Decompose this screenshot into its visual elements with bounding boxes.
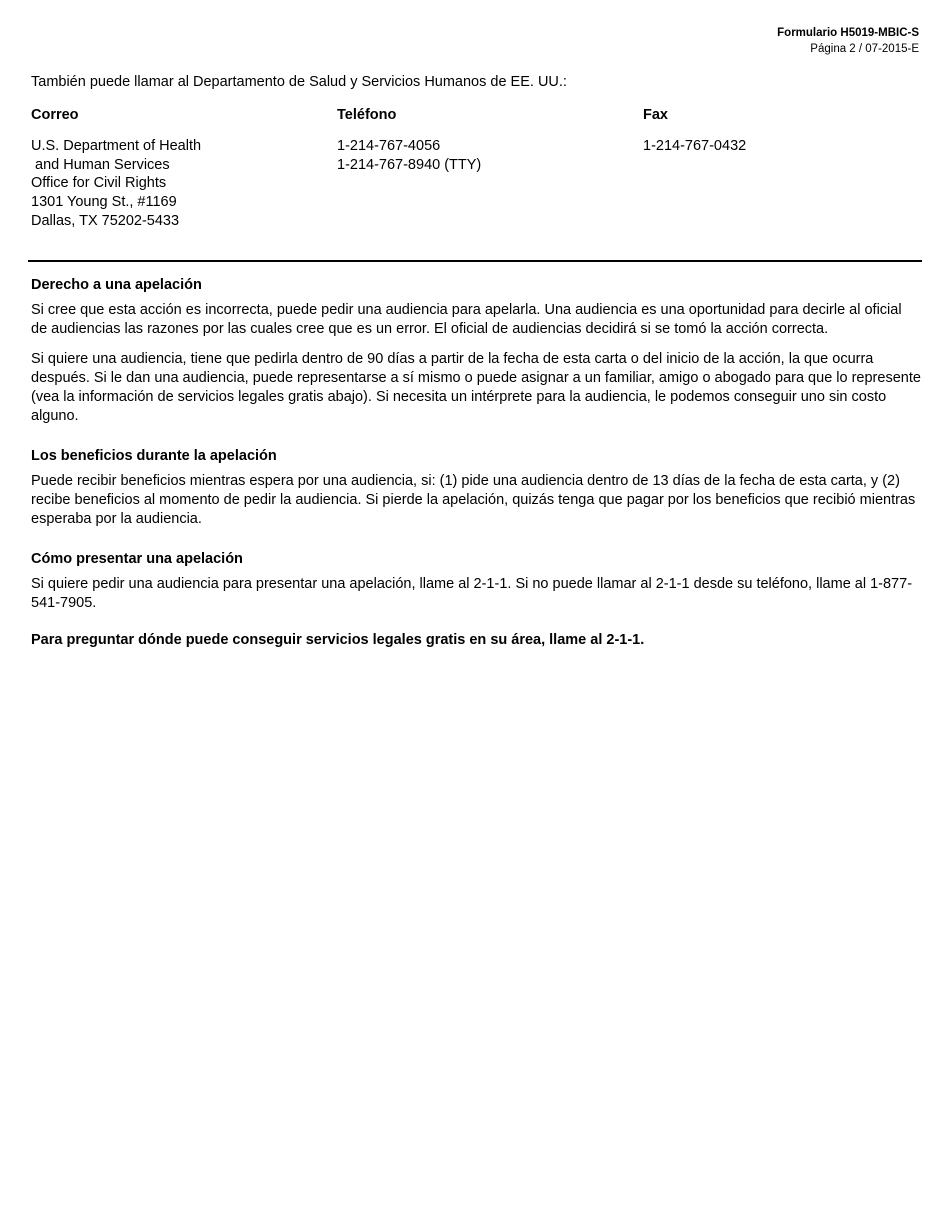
page-header (777, 25, 919, 57)
fax-number: 1-214-767-0432 (643, 138, 747, 154)
phone-number: 1-214-767-4056 (337, 138, 441, 154)
fax-column (643, 106, 913, 156)
mail-column (31, 106, 331, 231)
section-appeal-right (31, 276, 921, 425)
paragraph: Si quiere pedir una audiencia para presentar una apelación, llame al 2-1-1. Si no puede llamar al 2-1-1 desde su teléfono, llame al 1-877-541-7905. (31, 576, 913, 612)
paragraph: Puede recibir beneficios mientras espera por una audiencia, si: (1) pide una audiencia dentro de 13 días de la fecha de esta carta, y (2) recibe beneficios al momento de pedir la audiencia. Si pierde la apelación, quizás tenga que pagar por los beneficios que recibió mientras esperaba por la audiencia. (31, 473, 916, 527)
phone-column (337, 106, 637, 174)
section-title: Derecho a una apelación (31, 277, 202, 293)
section-how-to-appeal (31, 550, 921, 612)
form-id: Formulario H5019-MBIC-S (777, 27, 919, 39)
mail-line: Dallas, TX 75202-5433 (31, 212, 180, 229)
paragraph: Si quiere una audiencia, tiene que pedirla dentro de 90 días a partir de la fecha de esta carta o del inicio de la acción, la que ocurra después. Si le dan una audiencia, puede representarse a sí mismo o puede asignar a un familiar, amigo o abogado para que lo represente (vea la información de servicios legales gratis abajo). Si necesita un intérprete para la audiencia, le podemos conseguir uno sin costo alguno. (31, 351, 921, 424)
paragraph: Si cree que esta acción es incorrecta, puede pedir una audiencia para apelarla. Una audiencia es una oportunidad para decirle al oficial de audiencias las razones por las cuales cree que es un error. El oficial de audiencias decidirá si se tomó la acción correcta. (31, 302, 902, 337)
fax-heading: Fax (643, 107, 668, 123)
section-title: Los beneficios durante la apelación (31, 448, 277, 465)
phone-heading: Teléfono (337, 107, 397, 123)
mail-line: 1301 Young St., #1169 (31, 194, 177, 211)
mail-heading: Correo (31, 107, 79, 123)
contact-table (31, 106, 921, 236)
intro-text: También puede llamar al Departamento de Salud y Servicios Humanos de EE. UU.: (31, 74, 567, 90)
section-title: Cómo presentar una apelación (31, 551, 243, 568)
mail-line: U.S. Department of Health (31, 138, 202, 154)
mail-line: and Human Services (31, 156, 170, 173)
page-info: Página 2 / 07-2015-E (810, 43, 919, 55)
section-benefits-during-appeal (31, 447, 921, 528)
closing-note: Para preguntar dónde puede conseguir servicios legales gratis en su área, llame al 2-1-1. (31, 631, 645, 648)
section-divider (28, 260, 922, 262)
main-content (31, 276, 921, 650)
tty-number: 1-214-767-8940 (TTY) (337, 156, 482, 173)
mail-line: Office for Civil Rights (31, 175, 167, 192)
